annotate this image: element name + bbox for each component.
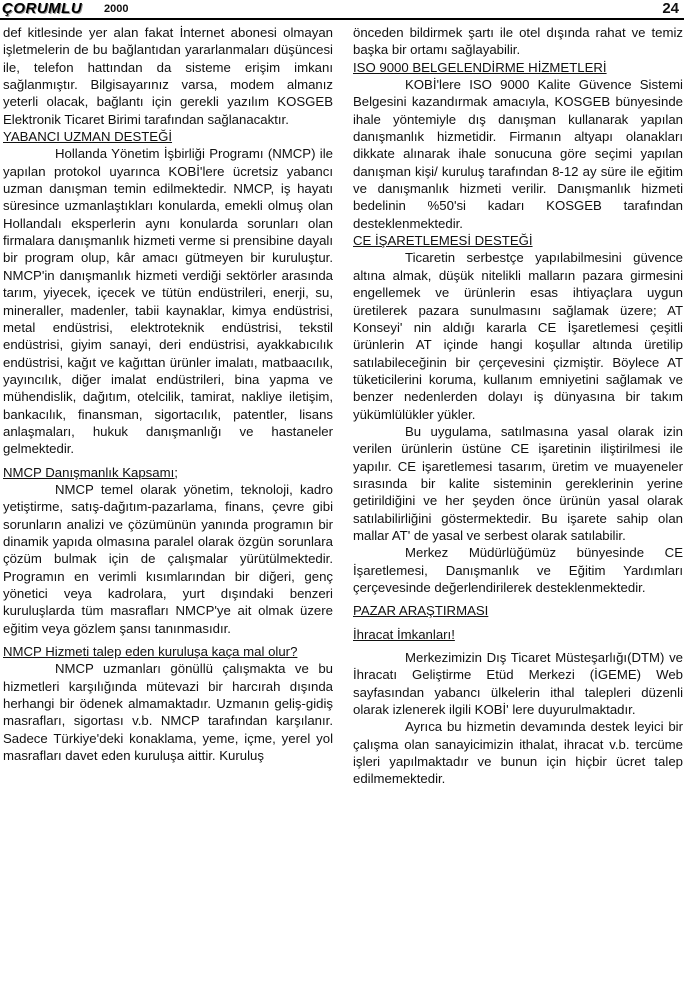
paragraph: Ticaretin serbestçe yapılabilmesini güvence altına almak, düşük nitelikli malların pazara girmesini engellemek ve ürünlerin esas ihtiyaçlara uygun üretilerek pazara sunulmasını sağlamak üzere; AT Konseyi' nin aldığı kararla CE İşaretlemesi çeşitli ürünlerin AT içinde hangi koşullar altında üretilip satılabileceğinin bir çerçevesini çizmiştir. Böylece AT tüketicilerini koruma, kullanım emniyetini sağlamak ve benzer nedenlerden dolayı iş dünyasına bir takım yükümlülükler yükler. bbox=[353, 250, 683, 422]
right-column bbox=[353, 24, 683, 788]
section-heading: ISO 9000 BELGELENDİRME HİZMETLERİ bbox=[353, 59, 607, 75]
magazine-logo: ÇORUMLU bbox=[2, 0, 83, 17]
paragraph: Merkezimizin Dış Ticaret Müsteşarlığı(DTM) ve İhracatı Geliştirme Etüd Merkezi (İGEME) Web sayfasından yabancı ülkelerin ithal talepleri düzenli olarak izlenerek ilgili KOBİ' lere duyurulmaktadır. bbox=[353, 650, 683, 718]
section-heading: CE İŞARETLEMESİ DESTEĞİ bbox=[353, 233, 533, 249]
page-number: 24 bbox=[662, 0, 679, 17]
paragraph: NMCP temel olarak yönetim, teknoloji, kadro yetiştirme, satış-dağıtım-pazarlama, finans, çevre gibi sorunların analizi ve çözümünün yanında programın bir dinamik yapıda olmasına paralel olarak özgün sorunlara çözüm bulmak için de çalışmalar yürütülmektedir. Programın en verimli kısımlarından bir diğeri, genç yönetici veya kadrolara, yurt dışındaki benzeri kuruluşlarda tüm masrafları NMCP'ye ait olmak üzere eğitim veya gözlem şansı tanınmasıdır. bbox=[3, 481, 333, 636]
section-heading: NMCP Danışmanlık Kapsamı; bbox=[3, 464, 178, 480]
section-heading: NMCP Hizmeti talep eden kuruluşa kaça mal olur? bbox=[3, 644, 298, 660]
paragraph: Hollanda Yönetim İşbirliği Programı (NMCP) ile yapılan protokol uyarınca KOBİ'lere ücretsiz yabancı uzman danışman temin edilmektedir. NMCP, iş hayatı süresince uzmanlaştıkları konularda, emekli olmuş olan Hollandalı eksperlerin aynı konularda sorunları olan firmalara danışmanlık hizmeti verme si prensibine dayalı bir program olup, kâr amacı gütmeyen bir kuruluştur. NMCP'in danışmanlık hizmeti verdiği sektörler arasında tarım, yiyecek, içecek ve tütün endüstrileri, enerji, su, mineraller, madenler, tabii kaynaklar, kimya endüstrisi, metal endüstrisi, elektroteknik endüstrisi, tekstil endüstrisi, giyim sanayi, deri endüstrisi, ayakkabıcılık endüstrisi, kağıt ve kağıttan ürünler imalatı, matbaacılık, yayıncılık, diğer imalat endüstrileri, bina yapma ve mühendislik, dağıtım, otelcilik, tamirat, nakliye iletişim, bankacılık, finansman, sigortacılık, patentler, lisans anlaşmaları, hukuk danışmanlığı ve hastaneler gelmektedir. bbox=[3, 146, 333, 457]
paragraph: Bu uygulama, satılmasına yasal olarak izin verilen ürünlerin üstüne CE işaretinin iliştirilmesi ile yapılır. CE işaretlemesi tasarım, üretim ve muayeneler sırasında bir kalite sisteminin gereklerinin yerine getirildiğini ve her şeyden önce ürünün yasal olarak satılabilirliğini göstermektedir. Bu işarete sahip olan mallar AT' de yasal ve serbest olarak satılabilir. bbox=[353, 423, 683, 543]
section-heading: YABANCI UZMAN DESTEĞİ bbox=[3, 129, 173, 145]
page-header bbox=[0, 0, 684, 18]
paragraph: Merkez Müdürlüğümüz bünyesinde CE İşaretlemesi, Danışmanlık ve Eğitim Yardımları çerçevesinde değerlendirilerek desteklenmektedir. bbox=[353, 545, 683, 595]
section-heading: PAZAR ARAŞTIRMASI bbox=[353, 603, 489, 619]
paragraph: def kitlesinde yer alan fakat İnternet abonesi olmayan işletmelerin de bu bağlantıdan yararlanmaları düşüncesi ile, telefon hattından da sisteme erişim imkanı sağlanmıştır. Bilgisayarınız varsa, modem almanız yeterli olacak, bağlantı için gerekli yazılım KOSGEB Elektronik Ticaret Birimi tarafından sağlanacaktır. bbox=[3, 25, 333, 127]
paragraph: Ayrıca bu hizmetin devamında destek leyici bir çalışma olan sanayicimizin ithalat, ihracat v.b. tercüme işleri yapılmaktadır ve bunun için hiçbir ücret talep edilmemektedir. bbox=[353, 719, 683, 787]
paragraph: önceden bildirmek şartı ile otel dışında rahat ve temiz başka bir ortamı sağlayabilir. bbox=[353, 25, 683, 58]
issue-year: 2000 bbox=[104, 3, 129, 15]
header-divider bbox=[0, 18, 684, 20]
left-column bbox=[3, 24, 333, 764]
paragraph: NMCP uzmanları gönüllü çalışmakta ve bu hizmetleri karşılığında mütevazi bir harcırah dışında herhangi bir ödenek almamaktadır. Uzmanın geliş-gidiş masrafları, sigortası v.b. NMCP tarafından karşılanır. Sadece Türkiye'deki konaklama, yeme, içme, yerel yol masrafları davet eden kuruluşa aittir. Kuruluş bbox=[3, 661, 333, 764]
paragraph: KOBİ'lere ISO 9000 Kalite Güvence Sistemi Belgesini kazandırmak amacıyla, KOSGEB bünyesinde ihale yöntemiyle dış danışman kullanarak yapılan danışmanlık hizmetidir. Firmanın altyapı olanakları dikkate alınarak ihale sonucuna göre seçimi yapılan danışman kişi/ kuruluş tarafından 8-12 ay süre ile eğitim ve danışmanlık hizmeti verilir. Danışmanlık hizmeti bedelinin %50'si kadarı KOSGEB tarafından desteklenmektedir. bbox=[353, 77, 683, 231]
subsection-heading: İhracat İmkanları! bbox=[353, 626, 455, 642]
